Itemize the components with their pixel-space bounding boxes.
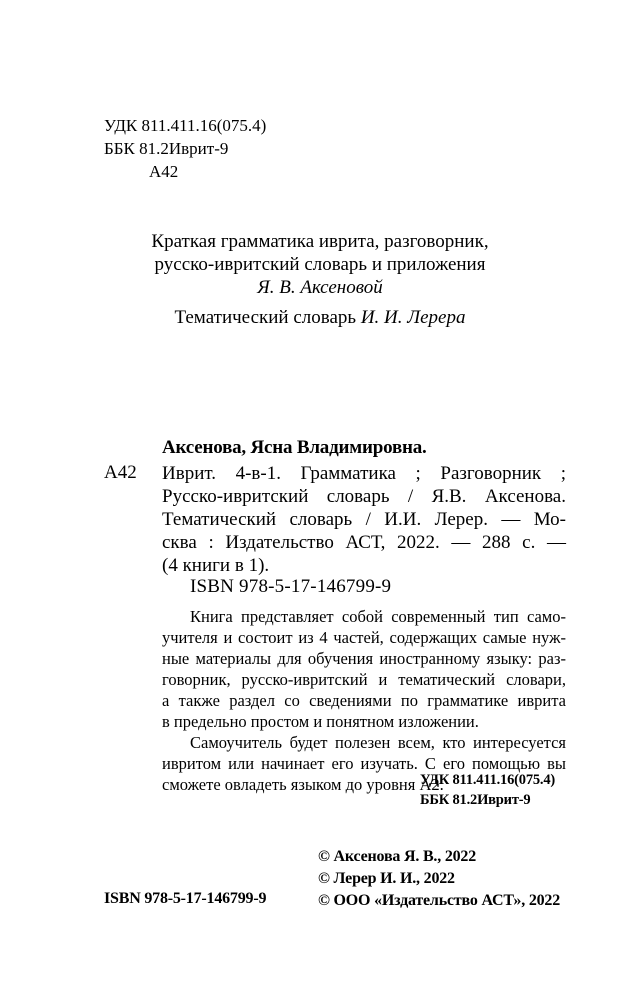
copyright-line-1: © Аксенова Я. В., 2022 bbox=[318, 848, 477, 865]
bbk-code: ББК 81.2Иврит-9 bbox=[104, 139, 229, 158]
title-author-2: И. И. Лерера bbox=[360, 307, 466, 328]
copyright-block bbox=[318, 846, 560, 912]
bib-description bbox=[162, 462, 566, 577]
title-author-1: Я. В. Аксеновой bbox=[257, 277, 383, 298]
copyright-isbn: ISBN 978-5-17-146799-9 bbox=[104, 890, 267, 907]
title-block-2 bbox=[0, 306, 640, 329]
title-block bbox=[0, 230, 640, 299]
annotation-line: говорник, русско-ивритский и тематический словари, bbox=[162, 670, 566, 689]
title-line-1: Краткая грамматика иврита, разговорник, bbox=[151, 231, 489, 252]
footer-bbk: ББК 81.2Иврит-9 bbox=[420, 792, 531, 808]
annotation-line: в предельно простом и понятном изложении. bbox=[162, 712, 479, 731]
title-line-2: русско-ивритский словарь и приложения bbox=[154, 254, 486, 275]
bib-line: Русско-ивритский словарь / Я.В. Аксенова. bbox=[162, 486, 566, 507]
annotation-line: Книга представляет собой современный тип само- bbox=[190, 607, 566, 626]
title-line-3-wrap bbox=[0, 306, 640, 329]
annotation-line: сможете овладеть языком до уровня А2. bbox=[162, 775, 444, 794]
copyright-line-2: © Лерер И. И., 2022 bbox=[318, 870, 455, 887]
annotation-line: а также раздел со сведениями по грамматике иврита bbox=[162, 691, 566, 710]
classification-codes bbox=[104, 114, 266, 183]
copyright-line-3: © ООО «Издательство АСТ», 2022 bbox=[318, 892, 561, 909]
bib-author-heading: Аксенова, Ясна Владимировна. bbox=[162, 437, 427, 458]
bib-isbn: ISBN 978-5-17-146799-9 bbox=[190, 576, 392, 597]
annotation-line: учителя и состоит из 4 частей, содержащих самые нуж- bbox=[162, 628, 566, 647]
bib-line: (4 книги в 1). bbox=[162, 555, 270, 576]
footer-udk: УДК 811.411.16(075.4) bbox=[420, 772, 556, 788]
bib-line: Тематический словарь / И.И. Лерер. — Мо- bbox=[162, 509, 566, 530]
annotation bbox=[162, 606, 566, 795]
footer-codes bbox=[420, 770, 555, 810]
title-line-3: Тематический словарь bbox=[174, 307, 357, 328]
udk-code: УДК 811.411.16(075.4) bbox=[104, 116, 267, 135]
author-mark: А42 bbox=[149, 162, 179, 181]
bib-author-mark: А42 bbox=[104, 462, 137, 483]
bib-line: Иврит. 4-в-1. Грамматика ; Разговорник ; bbox=[162, 463, 566, 484]
annotation-line: Самоучитель будет полезен всем, кто интересуется bbox=[190, 733, 566, 752]
bib-line: сква : Издательство АСТ, 2022. — 288 с. — bbox=[162, 532, 566, 553]
annotation-line: ивритом или начинает его изучать. С его помощью вы bbox=[162, 754, 566, 773]
annotation-line: ные материалы для обучения иностранному языку: раз- bbox=[162, 649, 566, 668]
